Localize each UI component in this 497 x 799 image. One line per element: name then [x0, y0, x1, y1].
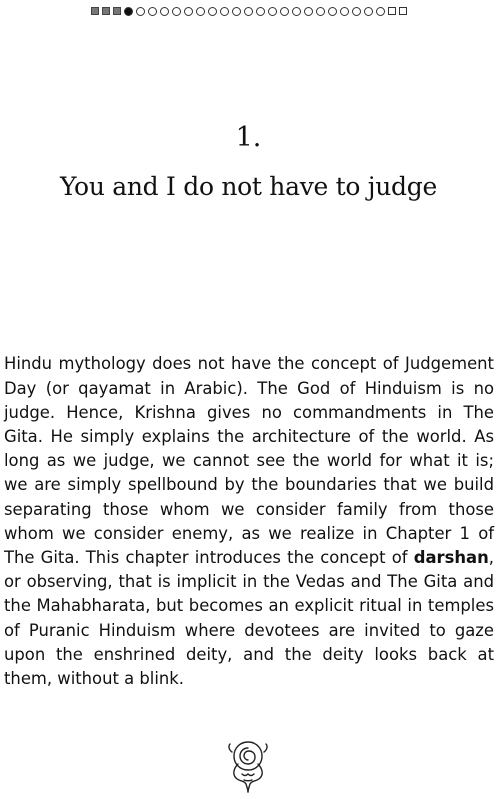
chapter-title: You and I do not have to judge — [60, 172, 437, 201]
conch-ornament-icon — [224, 738, 272, 794]
body-text-after: , or observing, that is implicit in the Vedas and The Gita and the Mahabharata, but becomes an explicit ritual in temples of Puranic Hinduism where devotees are invited to gaze upon the enshrined deity, and the deity looks back at them, without a blink. — [4, 548, 494, 689]
page-dot[interactable] — [376, 7, 385, 16]
page-thumbnail-icon[interactable] — [91, 7, 99, 15]
page-dot[interactable] — [148, 7, 157, 16]
page-dot[interactable] — [280, 7, 289, 16]
page-dot[interactable] — [340, 7, 349, 16]
page-dot[interactable] — [196, 7, 205, 16]
page-dot[interactable] — [292, 7, 301, 16]
page-dot[interactable] — [364, 7, 373, 16]
page-dot[interactable] — [256, 7, 265, 16]
page-dot[interactable] — [172, 7, 181, 16]
page-indicator — [0, 4, 497, 18]
page-dot[interactable] — [304, 7, 313, 16]
page-dot[interactable] — [160, 7, 169, 16]
page-thumbnail-icon[interactable] — [102, 7, 110, 15]
page-dot[interactable] — [184, 7, 193, 16]
page-dot[interactable] — [352, 7, 361, 16]
page-dot[interactable] — [220, 7, 229, 16]
chapter-number: 1. — [235, 122, 262, 153]
page-dot[interactable] — [136, 7, 145, 16]
page-dot[interactable] — [268, 7, 277, 16]
body-text-before: Hindu mythology does not have the concept of Judgement Day (or qayamat in Arabic). The God of Hinduism is no judge. Hence, Krishna gives no commandments in The Gita. He simply explains the architecture of the world. As long as we judge, we cannot see the world for what it is; we are simply spellbound by the boundaries that we build separating those whom we consider family from those whom we consider enemy, as we realize in Chapter 1 of The Gita. This chapter introduces the concept of — [4, 354, 494, 568]
body-paragraph — [4, 352, 494, 691]
page-dot[interactable] — [232, 7, 241, 16]
page-thumbnail-icon[interactable] — [113, 7, 121, 15]
page-dot[interactable] — [244, 7, 253, 16]
page-dot[interactable] — [316, 7, 325, 16]
page-dot[interactable] — [328, 7, 337, 16]
bold-term: darshan — [413, 548, 489, 568]
page-square-icon[interactable] — [399, 7, 407, 15]
page-dot-active[interactable] — [124, 7, 133, 16]
page-dot[interactable] — [208, 7, 217, 16]
page-square-icon[interactable] — [388, 7, 396, 15]
